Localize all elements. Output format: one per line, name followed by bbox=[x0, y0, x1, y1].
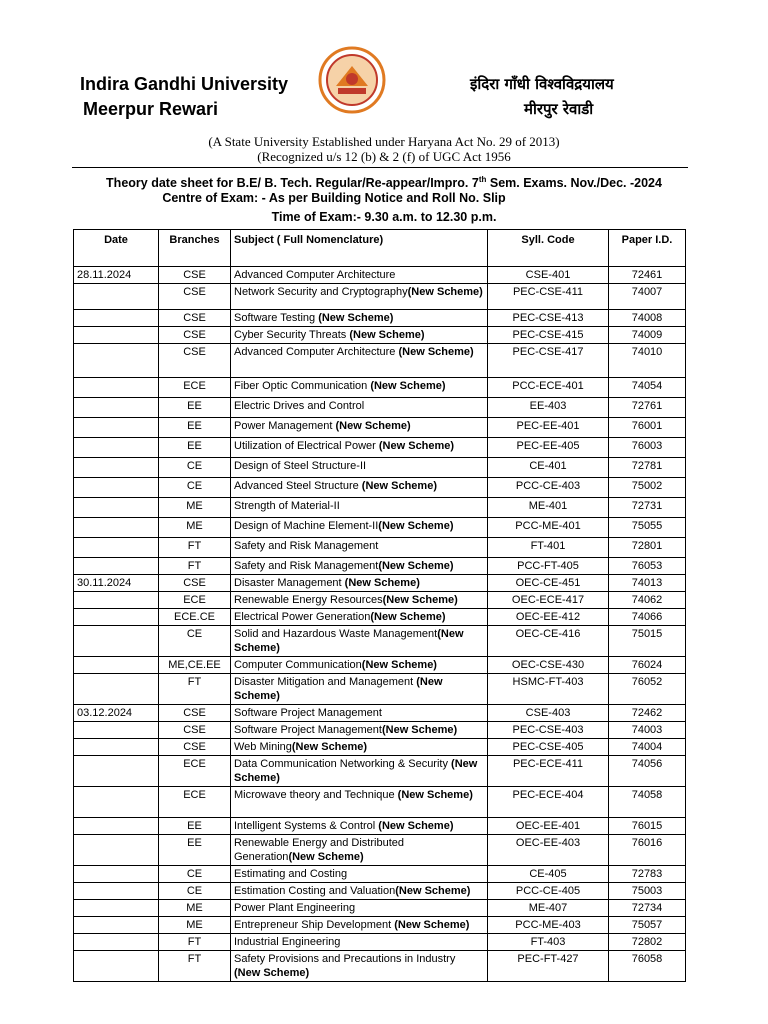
university-logo bbox=[318, 46, 386, 114]
cell-branch: FT bbox=[159, 934, 231, 951]
cell-paper-id: 72781 bbox=[609, 458, 686, 478]
cell-branch: CE bbox=[159, 458, 231, 478]
cell-subject bbox=[231, 344, 488, 378]
cell-paper-id: 74066 bbox=[609, 609, 686, 626]
table-row bbox=[74, 398, 686, 418]
cell-date bbox=[74, 917, 159, 934]
cell-syll-code: PEC-ECE-411 bbox=[488, 756, 609, 787]
subject-name: Advanced Computer Architecture bbox=[234, 269, 396, 281]
subject-name: Renewable Energy Resources bbox=[234, 594, 383, 606]
cell-branch: ME,CE.EE bbox=[159, 657, 231, 674]
cell-branch: CSE bbox=[159, 310, 231, 327]
cell-date bbox=[74, 626, 159, 657]
cell-date: 28.11.2024 bbox=[74, 267, 159, 284]
cell-paper-id: 76015 bbox=[609, 818, 686, 835]
cell-subject bbox=[231, 657, 488, 674]
subject-name: Renewable Energy and Distributed Generation bbox=[234, 837, 404, 863]
cell-paper-id: 72801 bbox=[609, 538, 686, 558]
cell-date bbox=[74, 558, 159, 575]
cell-subject bbox=[231, 498, 488, 518]
cell-branch: CE bbox=[159, 883, 231, 900]
cell-date bbox=[74, 934, 159, 951]
cell-branch: ME bbox=[159, 917, 231, 934]
cell-subject bbox=[231, 674, 488, 705]
cell-branch: FT bbox=[159, 674, 231, 705]
new-scheme-tag: (New Scheme) bbox=[394, 919, 470, 931]
cell-branch: EE bbox=[159, 398, 231, 418]
cell-date bbox=[74, 900, 159, 917]
table-row bbox=[74, 626, 686, 657]
cell-date bbox=[74, 538, 159, 558]
cell-date bbox=[74, 674, 159, 705]
cell-paper-id: 72802 bbox=[609, 934, 686, 951]
cell-syll-code: PEC-CSE-413 bbox=[488, 310, 609, 327]
cell-syll-code: FT-403 bbox=[488, 934, 609, 951]
table-row bbox=[74, 835, 686, 866]
cell-paper-id: 74062 bbox=[609, 592, 686, 609]
cell-syll-code: PCC-FT-405 bbox=[488, 558, 609, 575]
table-row bbox=[74, 378, 686, 398]
cell-date bbox=[74, 835, 159, 866]
cell-syll-code: PEC-CSE-403 bbox=[488, 722, 609, 739]
cell-date bbox=[74, 722, 159, 739]
cell-syll-code: PCC-CE-405 bbox=[488, 883, 609, 900]
new-scheme-tag: (New Scheme) bbox=[395, 885, 471, 897]
subject-name: Advanced Steel Structure bbox=[234, 480, 362, 492]
cell-branch: CSE bbox=[159, 722, 231, 739]
table-row bbox=[74, 866, 686, 883]
new-scheme-tag: (New Scheme) bbox=[407, 286, 483, 298]
cell-date bbox=[74, 609, 159, 626]
table-row bbox=[74, 756, 686, 787]
cell-paper-id: 76053 bbox=[609, 558, 686, 575]
cell-branch: FT bbox=[159, 558, 231, 575]
cell-paper-id: 72734 bbox=[609, 900, 686, 917]
cell-date bbox=[74, 478, 159, 498]
cell-paper-id: 74004 bbox=[609, 739, 686, 756]
new-scheme-tag: (New Scheme) bbox=[361, 480, 437, 492]
table-header-row bbox=[74, 230, 686, 267]
new-scheme-tag: (New Scheme) bbox=[398, 346, 474, 358]
cell-subject bbox=[231, 739, 488, 756]
cell-paper-id: 75055 bbox=[609, 518, 686, 538]
university-name-hindi-line2: मीरपुर रेवाडी bbox=[524, 100, 594, 118]
cell-syll-code: PEC-CSE-405 bbox=[488, 739, 609, 756]
table-row bbox=[74, 498, 686, 518]
cell-subject bbox=[231, 818, 488, 835]
table-row bbox=[74, 518, 686, 538]
new-scheme-tag: (New Scheme) bbox=[335, 420, 411, 432]
university-name-english bbox=[80, 72, 288, 122]
table-row bbox=[74, 951, 686, 982]
subject-name: Software Project Management bbox=[234, 707, 382, 719]
university-name-line2: Meerpur Rewari bbox=[83, 99, 219, 119]
cell-paper-id: 74013 bbox=[609, 575, 686, 592]
datesheet-title-main: Theory date sheet for B.E/ B. Tech. Regular/Re-appear/Impro. 7 bbox=[106, 176, 479, 191]
cell-syll-code: CE-401 bbox=[488, 458, 609, 478]
cell-subject bbox=[231, 900, 488, 917]
cell-branch: ECE bbox=[159, 787, 231, 818]
cell-syll-code: PEC-EE-405 bbox=[488, 438, 609, 458]
cell-date bbox=[74, 438, 159, 458]
column-header-subject: Subject ( Full Nomenclature) bbox=[231, 230, 488, 267]
cell-date bbox=[74, 344, 159, 378]
datesheet-title-rest: Sem. Exams. Nov./Dec. -2024 bbox=[486, 176, 662, 191]
subject-name: Safety and Risk Management bbox=[234, 540, 379, 552]
cell-syll-code: OEC-ECE-417 bbox=[488, 592, 609, 609]
cell-date bbox=[74, 518, 159, 538]
cell-date bbox=[74, 418, 159, 438]
table-row bbox=[74, 609, 686, 626]
established-note: (A State University Established under Haryana Act No. 29 of 2013) bbox=[208, 134, 560, 149]
table-body bbox=[74, 267, 686, 982]
subject-name: Strength of Material-II bbox=[234, 500, 340, 512]
table-row bbox=[74, 739, 686, 756]
cell-branch: CSE bbox=[159, 739, 231, 756]
cell-date bbox=[74, 284, 159, 310]
cell-subject bbox=[231, 866, 488, 883]
table-row bbox=[74, 310, 686, 327]
subject-name: Design of Steel Structure-II bbox=[234, 460, 367, 472]
cell-syll-code: OEC-CSE-430 bbox=[488, 657, 609, 674]
cell-date bbox=[74, 498, 159, 518]
cell-syll-code: FT-401 bbox=[488, 538, 609, 558]
cell-date: 03.12.2024 bbox=[74, 705, 159, 722]
cell-paper-id: 74058 bbox=[609, 787, 686, 818]
subject-name: Disaster Mitigation and Management bbox=[234, 676, 417, 688]
cell-subject bbox=[231, 626, 488, 657]
cell-syll-code: CSE-403 bbox=[488, 705, 609, 722]
cell-branch: EE bbox=[159, 818, 231, 835]
cell-paper-id: 76001 bbox=[609, 418, 686, 438]
cell-subject bbox=[231, 267, 488, 284]
cell-branch: ME bbox=[159, 900, 231, 917]
table-row bbox=[74, 934, 686, 951]
cell-paper-id: 74054 bbox=[609, 378, 686, 398]
cell-subject bbox=[231, 284, 488, 310]
cell-subject bbox=[231, 835, 488, 866]
cell-paper-id: 74007 bbox=[609, 284, 686, 310]
cell-branch: FT bbox=[159, 951, 231, 982]
cell-branch: CSE bbox=[159, 344, 231, 378]
cell-paper-id: 74008 bbox=[609, 310, 686, 327]
cell-branch: ECE bbox=[159, 756, 231, 787]
column-header-branches: Branches bbox=[159, 230, 231, 267]
cell-subject bbox=[231, 722, 488, 739]
new-scheme-tag: (New Scheme) bbox=[234, 676, 443, 702]
cell-paper-id: 72783 bbox=[609, 866, 686, 883]
new-scheme-tag: (New Scheme) bbox=[370, 611, 446, 623]
subject-name: Computer Communication bbox=[234, 659, 362, 671]
cell-branch: ECE.CE bbox=[159, 609, 231, 626]
cell-branch: ECE bbox=[159, 592, 231, 609]
cell-branch: CE bbox=[159, 626, 231, 657]
new-scheme-tag: (New Scheme) bbox=[361, 659, 437, 671]
table-row bbox=[74, 438, 686, 458]
new-scheme-tag: (New Scheme) bbox=[378, 520, 454, 532]
cell-branch: CE bbox=[159, 478, 231, 498]
cell-subject bbox=[231, 398, 488, 418]
cell-syll-code: PEC-CSE-415 bbox=[488, 327, 609, 344]
cell-date bbox=[74, 756, 159, 787]
cell-syll-code: PEC-EE-401 bbox=[488, 418, 609, 438]
subject-name: Power Plant Engineering bbox=[234, 902, 356, 914]
subject-name: Solid and Hazardous Waste Management bbox=[234, 628, 438, 640]
cell-branch: ECE bbox=[159, 378, 231, 398]
subject-name: Advanced Computer Architecture bbox=[234, 346, 399, 358]
cell-paper-id: 74003 bbox=[609, 722, 686, 739]
subject-name: Software Project Management bbox=[234, 724, 382, 736]
cell-syll-code: EE-403 bbox=[488, 398, 609, 418]
new-scheme-tag: (New Scheme) bbox=[234, 628, 464, 654]
cell-paper-id: 74010 bbox=[609, 344, 686, 378]
cell-syll-code: CE-405 bbox=[488, 866, 609, 883]
table-row bbox=[74, 558, 686, 575]
cell-subject bbox=[231, 609, 488, 626]
subject-name: Fiber Optic Communication bbox=[234, 380, 371, 392]
cell-paper-id: 76024 bbox=[609, 657, 686, 674]
cell-date bbox=[74, 951, 159, 982]
cell-date bbox=[74, 327, 159, 344]
table-row bbox=[74, 418, 686, 438]
header-rule bbox=[72, 167, 688, 168]
table-row bbox=[74, 900, 686, 917]
new-scheme-tag: (New Scheme) bbox=[378, 560, 454, 572]
cell-subject bbox=[231, 310, 488, 327]
table-row bbox=[74, 818, 686, 835]
table-row bbox=[74, 592, 686, 609]
new-scheme-tag: (New Scheme) bbox=[291, 741, 368, 753]
cell-subject bbox=[231, 327, 488, 344]
cell-syll-code: ME-401 bbox=[488, 498, 609, 518]
table-row bbox=[74, 284, 686, 310]
subject-name: Data Communication Networking & Security bbox=[234, 758, 452, 770]
new-scheme-tag: (New Scheme) bbox=[318, 312, 394, 324]
cell-date bbox=[74, 657, 159, 674]
cell-branch: EE bbox=[159, 438, 231, 458]
cell-subject bbox=[231, 951, 488, 982]
cell-paper-id: 76003 bbox=[609, 438, 686, 458]
cell-date bbox=[74, 787, 159, 818]
cell-paper-id: 75015 bbox=[609, 626, 686, 657]
cell-subject bbox=[231, 438, 488, 458]
university-name-line1: Indira Gandhi University bbox=[80, 74, 289, 94]
cell-syll-code: OEC-EE-412 bbox=[488, 609, 609, 626]
subject-name: Intelligent Systems & Control bbox=[234, 820, 379, 832]
table-row bbox=[74, 344, 686, 378]
subject-name: Web Mining bbox=[234, 741, 292, 753]
column-header-paper-id: Paper I.D. bbox=[609, 230, 686, 267]
subject-name: Electrical Power Generation bbox=[234, 611, 371, 623]
subject-name: Microwave theory and Technique bbox=[234, 789, 398, 801]
table-row bbox=[74, 327, 686, 344]
subject-name: Safety and Risk Management bbox=[234, 560, 379, 572]
cell-subject bbox=[231, 518, 488, 538]
cell-date bbox=[74, 458, 159, 478]
cell-subject bbox=[231, 418, 488, 438]
subject-name: Safety Provisions and Precautions in Industry bbox=[234, 953, 456, 965]
new-scheme-tag: (New Scheme) bbox=[397, 789, 473, 801]
new-scheme-tag: (New Scheme) bbox=[378, 440, 455, 452]
cell-branch: ME bbox=[159, 518, 231, 538]
cell-syll-code: PEC-CSE-411 bbox=[488, 284, 609, 310]
table-row bbox=[74, 917, 686, 934]
cell-paper-id: 74009 bbox=[609, 327, 686, 344]
subject-name: Network Security and Cryptography bbox=[234, 286, 408, 298]
cell-subject bbox=[231, 378, 488, 398]
cell-branch: CSE bbox=[159, 327, 231, 344]
cell-subject bbox=[231, 478, 488, 498]
cell-syll-code: OEC-EE-401 bbox=[488, 818, 609, 835]
cell-date bbox=[74, 818, 159, 835]
cell-paper-id: 72461 bbox=[609, 267, 686, 284]
cell-syll-code: PCC-ME-403 bbox=[488, 917, 609, 934]
table-row bbox=[74, 575, 686, 592]
cell-subject bbox=[231, 575, 488, 592]
cell-branch: CE bbox=[159, 866, 231, 883]
cell-date bbox=[74, 883, 159, 900]
new-scheme-tag: (New Scheme) bbox=[344, 577, 420, 589]
new-scheme-tag: (New Scheme) bbox=[382, 594, 458, 606]
cell-date bbox=[74, 866, 159, 883]
university-name-hindi-line1: इंदिरा गाँधी विश्वविद्रयालय bbox=[470, 75, 614, 93]
cell-syll-code: PEC-CSE-417 bbox=[488, 344, 609, 378]
cell-syll-code: CSE-401 bbox=[488, 267, 609, 284]
recognized-note: (Recognized u/s 12 (b) & 2 (f) of UGC Act 1956 bbox=[257, 149, 511, 164]
subject-name: Utilization of Electrical Power bbox=[234, 440, 379, 452]
cell-subject bbox=[231, 558, 488, 575]
table-row bbox=[74, 538, 686, 558]
subject-name: Disaster Management bbox=[234, 577, 345, 589]
cell-date bbox=[74, 310, 159, 327]
cell-subject bbox=[231, 756, 488, 787]
cell-subject bbox=[231, 787, 488, 818]
cell-paper-id: 75002 bbox=[609, 478, 686, 498]
cell-date: 30.11.2024 bbox=[74, 575, 159, 592]
cell-syll-code: HSMC-FT-403 bbox=[488, 674, 609, 705]
new-scheme-tag: (New Scheme) bbox=[288, 851, 364, 863]
cell-syll-code: OEC-CE-451 bbox=[488, 575, 609, 592]
cell-branch: FT bbox=[159, 538, 231, 558]
table-row bbox=[74, 722, 686, 739]
cell-syll-code: ME-407 bbox=[488, 900, 609, 917]
cell-syll-code: PCC-ECE-401 bbox=[488, 378, 609, 398]
column-header-syll-code: Syll. Code bbox=[488, 230, 609, 267]
table-row bbox=[74, 478, 686, 498]
subject-name: Electric Drives and Control bbox=[234, 400, 365, 412]
new-scheme-tag: (New Scheme) bbox=[370, 380, 446, 392]
cell-paper-id: 72761 bbox=[609, 398, 686, 418]
cell-paper-id: 72731 bbox=[609, 498, 686, 518]
table-row bbox=[74, 705, 686, 722]
new-scheme-tag: (New Scheme) bbox=[234, 967, 310, 979]
cell-branch: ME bbox=[159, 498, 231, 518]
cell-branch: CSE bbox=[159, 705, 231, 722]
cell-branch: EE bbox=[159, 835, 231, 866]
cell-paper-id: 75057 bbox=[609, 917, 686, 934]
table-row bbox=[74, 787, 686, 818]
cell-date bbox=[74, 592, 159, 609]
subject-name: Design of Machine Element-II bbox=[234, 520, 379, 532]
date-sheet-table bbox=[73, 229, 686, 982]
cell-paper-id: 72462 bbox=[609, 705, 686, 722]
table-row bbox=[74, 674, 686, 705]
cell-date bbox=[74, 378, 159, 398]
cell-paper-id: 74056 bbox=[609, 756, 686, 787]
cell-syll-code: PCC-ME-401 bbox=[488, 518, 609, 538]
cell-branch: CSE bbox=[159, 267, 231, 284]
cell-subject bbox=[231, 458, 488, 478]
datesheet-title-sup: th bbox=[478, 175, 487, 184]
table-row bbox=[74, 883, 686, 900]
cell-date bbox=[74, 398, 159, 418]
cell-subject bbox=[231, 917, 488, 934]
cell-subject bbox=[231, 934, 488, 951]
cell-syll-code: PCC-CE-403 bbox=[488, 478, 609, 498]
cell-syll-code: OEC-EE-403 bbox=[488, 835, 609, 866]
cell-paper-id: 76058 bbox=[609, 951, 686, 982]
exam-centre: Centre of Exam: - As per Building Notice and Roll No. Slip bbox=[162, 191, 506, 205]
university-name-hindi bbox=[470, 72, 650, 122]
subject-name: Cyber Security Threats bbox=[234, 329, 350, 341]
subject-name: Industrial Engineering bbox=[234, 936, 341, 948]
cell-paper-id: 76016 bbox=[609, 835, 686, 866]
new-scheme-tag: (New Scheme) bbox=[349, 329, 425, 341]
subject-name: Entrepreneur Ship Development bbox=[234, 919, 395, 931]
cell-branch: CSE bbox=[159, 575, 231, 592]
new-scheme-tag: (New Scheme) bbox=[378, 820, 454, 832]
cell-branch: EE bbox=[159, 418, 231, 438]
cell-date bbox=[74, 739, 159, 756]
cell-syll-code: PEC-ECE-404 bbox=[488, 787, 609, 818]
column-header-date: Date bbox=[74, 230, 159, 267]
cell-branch: CSE bbox=[159, 284, 231, 310]
cell-subject bbox=[231, 705, 488, 722]
table-row bbox=[74, 267, 686, 284]
cell-subject bbox=[231, 538, 488, 558]
subject-name: Estimation Costing and Valuation bbox=[234, 885, 396, 897]
table-row bbox=[74, 657, 686, 674]
table-row bbox=[74, 458, 686, 478]
cell-subject bbox=[231, 883, 488, 900]
cell-syll-code: PEC-FT-427 bbox=[488, 951, 609, 982]
cell-paper-id: 75003 bbox=[609, 883, 686, 900]
subject-name: Estimating and Costing bbox=[234, 868, 348, 880]
cell-subject bbox=[231, 592, 488, 609]
cell-syll-code: OEC-CE-416 bbox=[488, 626, 609, 657]
exam-time: Time of Exam:- 9.30 a.m. to 12.30 p.m. bbox=[271, 210, 497, 224]
cell-paper-id: 76052 bbox=[609, 674, 686, 705]
subject-name: Power Management bbox=[234, 420, 336, 432]
subject-name: Software Testing bbox=[234, 312, 319, 324]
new-scheme-tag: (New Scheme) bbox=[234, 758, 478, 784]
new-scheme-tag: (New Scheme) bbox=[381, 724, 458, 736]
